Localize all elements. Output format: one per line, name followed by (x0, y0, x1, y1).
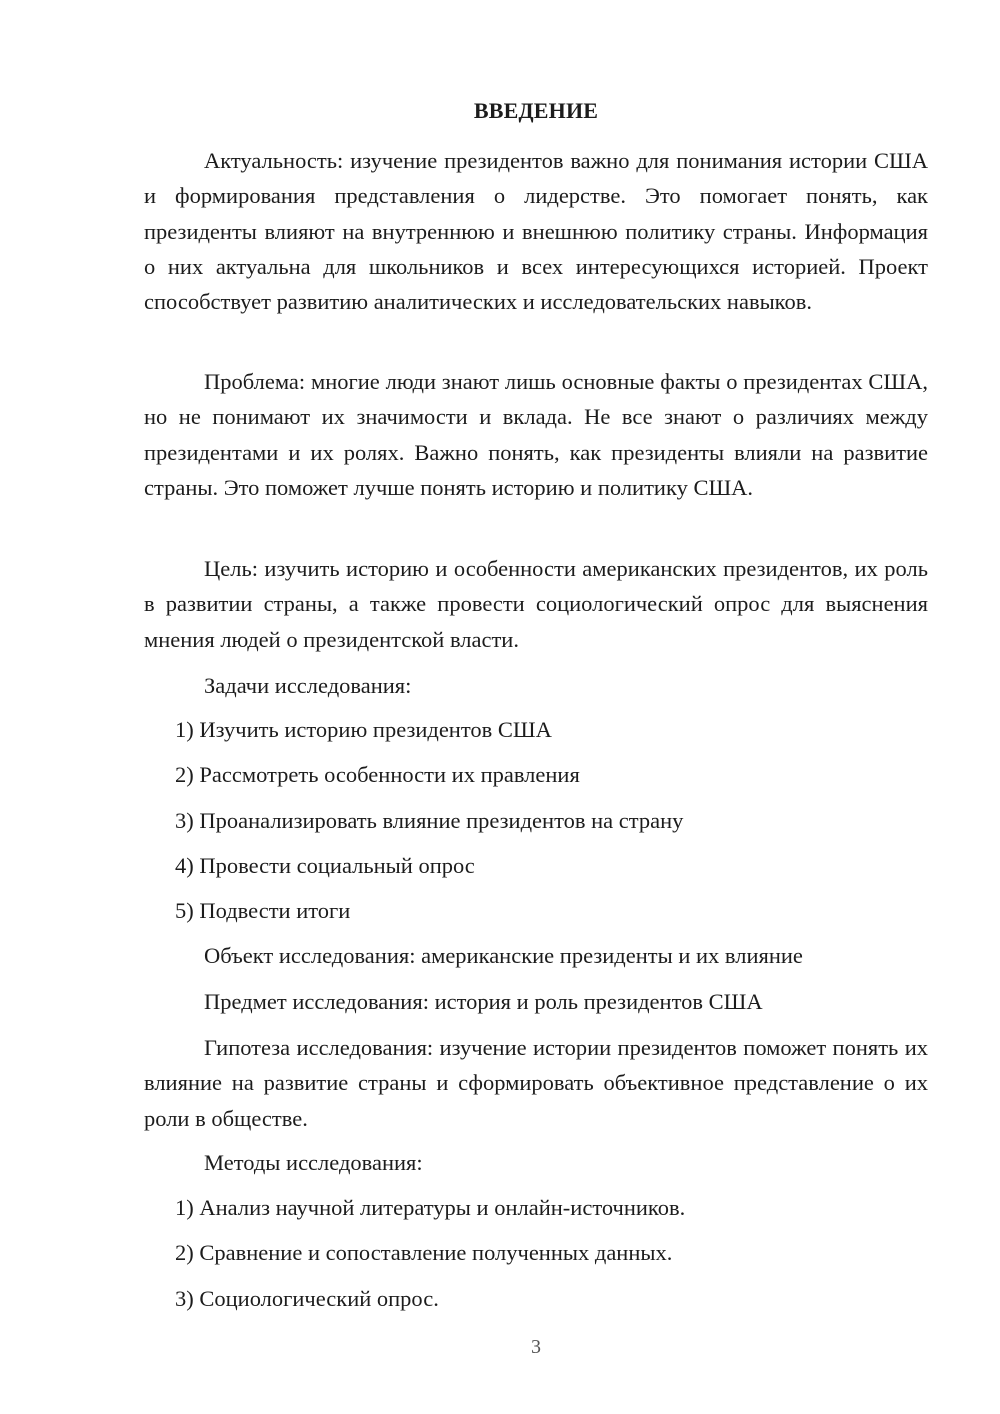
method-item: 1) Анализ научной литературы и онлайн-источников. (175, 1195, 686, 1220)
goal-paragraph: Цель: изучить историю и особенности американских президентов, их роль в развитии страны, а также провести социологический опрос для выяснения мнения людей о президентской власти. (144, 556, 928, 652)
task-item: 2) Рассмотреть особенности их правления (175, 762, 580, 787)
tasks-heading: Задачи исследования: (204, 673, 412, 698)
page-number: 3 (531, 1336, 541, 1358)
relevance-paragraph: Актуальность: изучение президентов важно для понимания истории США и формирования представления о лидерстве. Это помогает понять, как президенты влияют на внутреннюю и внешнюю политику страны. Информация о них актуальна для школьников и всех интересующихся историей. Проект способствует развитию аналитических и исследовательских навыков. (144, 148, 928, 315)
research-subject: Предмет исследования: история и роль президентов США (204, 989, 763, 1014)
method-item: 3) Социологический опрос. (175, 1286, 439, 1311)
methods-heading: Методы исследования: (204, 1150, 423, 1175)
task-item: 3) Проанализировать влияние президентов на страну (175, 808, 684, 833)
method-item: 2) Сравнение и сопоставление полученных данных. (175, 1240, 673, 1265)
research-object: Объект исследования: американские президенты и их влияние (204, 943, 803, 968)
task-item: 4) Провести социальный опрос (175, 853, 475, 878)
task-item: 1) Изучить историю президентов США (175, 717, 552, 742)
task-item: 5) Подвести итоги (175, 898, 351, 923)
hypothesis-paragraph: Гипотеза исследования: изучение истории президентов поможет понять их влияние на развитие страны и сформировать объективное представление о их роли в обществе. (144, 1035, 928, 1131)
problem-paragraph: Проблема: многие люди знают лишь основные факты о президентах США, но не понимают их значимости и вклада. Не все знают о различиях между президентами и их ролях. Важно понять, как президенты влияли на развитие страны. Это поможет лучше понять историю и политику США. (144, 369, 928, 500)
page-title: ВВЕДЕНИЕ (473, 98, 599, 123)
